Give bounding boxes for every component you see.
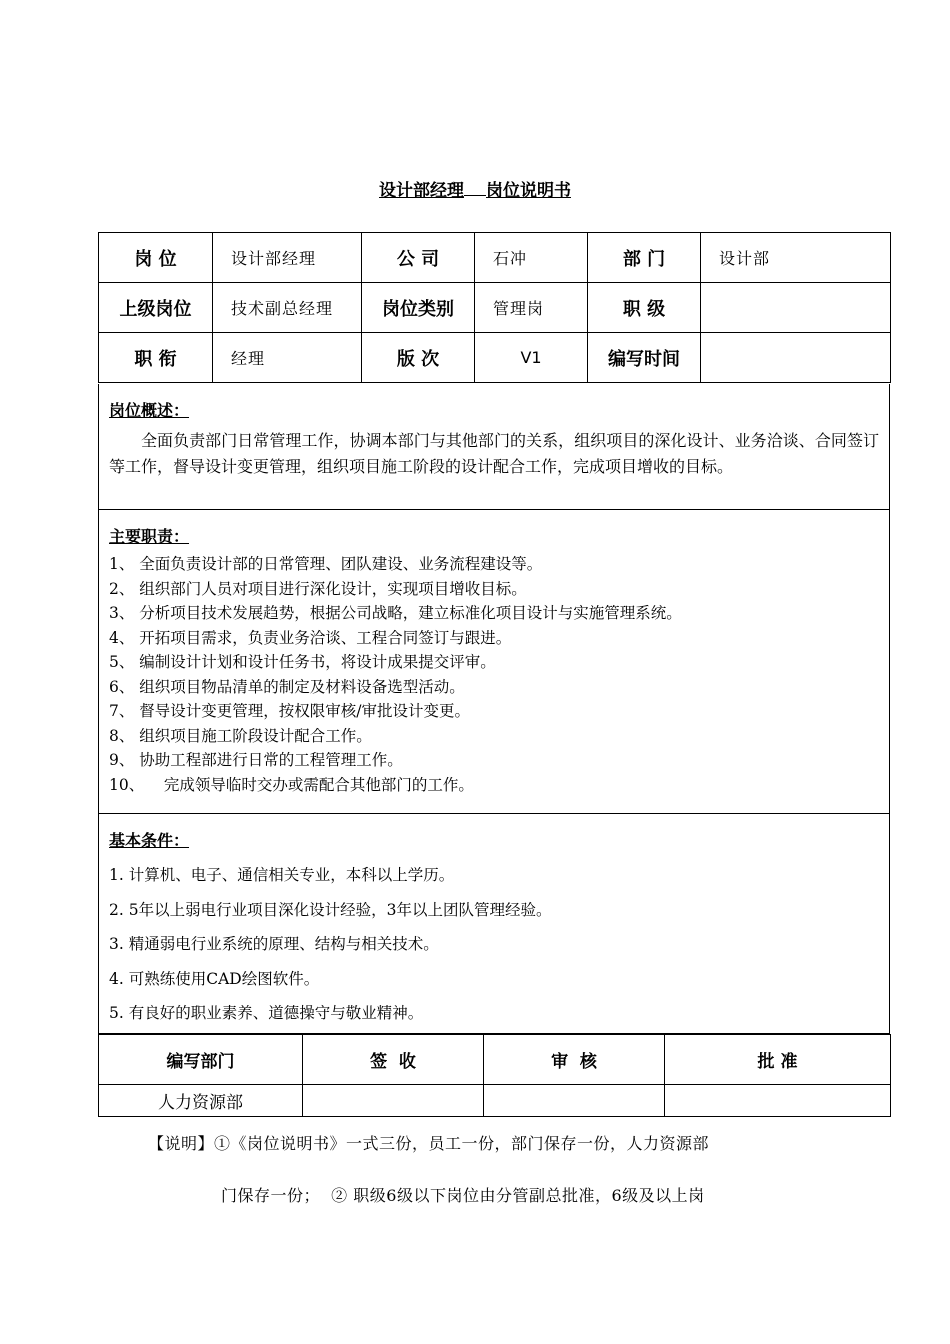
overview-heading: 岗位概述： — [109, 401, 190, 420]
duty-item: 9、 协助工程部进行日常的工程管理工作。 — [109, 751, 403, 769]
signoff-dept-value: 人力资源部 — [99, 1085, 303, 1117]
duty-item: 4、 开拓项目需求，负责业务洽谈、工程合同签订与跟进。 — [109, 628, 512, 647]
rank-value: 经理 — [213, 333, 362, 383]
superior-value: 技术副总经理 — [213, 283, 362, 333]
info-row-3 — [99, 333, 891, 383]
post-value: 设计部经理 — [213, 233, 362, 283]
duty-item: 5、 编制设计计划和设计任务书，将设计成果提交评审。 — [109, 653, 496, 671]
duty-item: 8、 组织项目施工阶段设计配合工作。 — [109, 726, 372, 745]
duties-heading: 主要职责： — [109, 527, 190, 546]
duty-item: 7、 督导设计变更管理，按权限审核/审批设计变更。 — [109, 702, 471, 720]
info-row-1 — [99, 233, 891, 283]
overview-text: 全面负责部门日常管理工作，协调本部门与其他部门的关系，组织项目的深化设计、业务洽谈、合同签订等工作，督导设计变更管理，组织项目施工阶段的设计配合工作，完成项目增收的目标。 — [109, 431, 879, 476]
superior-label: 上级岗位 — [99, 283, 213, 333]
signoff-header-approve: 批 准 — [665, 1035, 891, 1085]
company-value: 石冲 — [475, 233, 588, 283]
basic-requirements-section — [98, 814, 890, 1034]
requirement-item: 2. 5年以上弱电行业项目深化设计经验，3年以上团队管理经验。 — [109, 900, 552, 919]
title-underline-gap — [464, 181, 486, 196]
info-row-2 — [99, 283, 891, 333]
date-value — [701, 333, 891, 383]
category-label: 岗位类别 — [362, 283, 475, 333]
signoff-value-row — [99, 1085, 891, 1117]
level-value — [701, 283, 891, 333]
signoff-approve-value — [665, 1085, 891, 1117]
level-label: 职 级 — [588, 283, 701, 333]
requirement-item: 3. 精通弱电行业系统的原理、结构与相关技术。 — [109, 935, 439, 953]
rank-label: 职 衔 — [99, 333, 213, 383]
dept-label: 部 门 — [588, 233, 701, 283]
duty-item: 6、 组织项目物品清单的制定及材料设备选型活动。 — [109, 677, 465, 696]
version-label: 版 次 — [362, 333, 475, 383]
requirement-item: 4. 可熟练使用CAD绘图软件。 — [109, 969, 320, 988]
duty-item: 3、 分析项目技术发展趋势，根据公司战略，建立标准化项目设计与实施管理系统。 — [109, 604, 682, 622]
duties-section — [98, 510, 890, 814]
signoff-header-review: 审 核 — [484, 1035, 665, 1085]
note-line-2: 门保存一份； ② 职级6级以下岗位由分管副总批准，6级及以上岗 — [221, 1186, 705, 1205]
overview-section — [98, 384, 890, 510]
requirement-item: 1. 计算机、电子、通信相关专业，本科以上学历。 — [109, 866, 455, 884]
signoff-header-receive: 签 收 — [303, 1035, 484, 1085]
version-value: V1 — [475, 333, 588, 383]
dept-value: 设计部 — [701, 233, 891, 283]
signoff-header-dept: 编写部门 — [99, 1035, 303, 1085]
title-doc-type: 岗位说明书 — [486, 181, 571, 201]
signoff-review-value — [484, 1085, 665, 1117]
duty-item: 10、 完成领导临时交办或需配合其他部门的工作。 — [109, 775, 474, 794]
signoff-header-row — [99, 1035, 891, 1085]
signoff-table — [98, 1034, 891, 1117]
requirement-item: 5. 有良好的职业素养、道德操守与敬业精神。 — [109, 1004, 424, 1022]
duty-item: 2、 组织部门人员对项目进行深化设计，实现项目增收目标。 — [109, 579, 527, 598]
post-label: 岗 位 — [99, 233, 213, 283]
category-value: 管理岗 — [475, 283, 588, 333]
basic-heading: 基本条件： — [109, 831, 190, 850]
basic-list — [109, 858, 879, 1031]
position-info-table — [98, 232, 891, 383]
company-label: 公 司 — [362, 233, 475, 283]
duties-list — [109, 552, 879, 797]
title-position: 设计部经理 — [379, 181, 464, 201]
date-label: 编写时间 — [588, 333, 701, 383]
note-line-1: 【说明】①《岗位说明书》一式三份，员工一份，部门保存一份，人力资源部 — [148, 1134, 710, 1153]
document-title — [0, 176, 950, 201]
duty-item: 1、 全面负责设计部的日常管理、团队建设、业务流程建设等。 — [109, 555, 543, 573]
signoff-receive-value — [303, 1085, 484, 1117]
